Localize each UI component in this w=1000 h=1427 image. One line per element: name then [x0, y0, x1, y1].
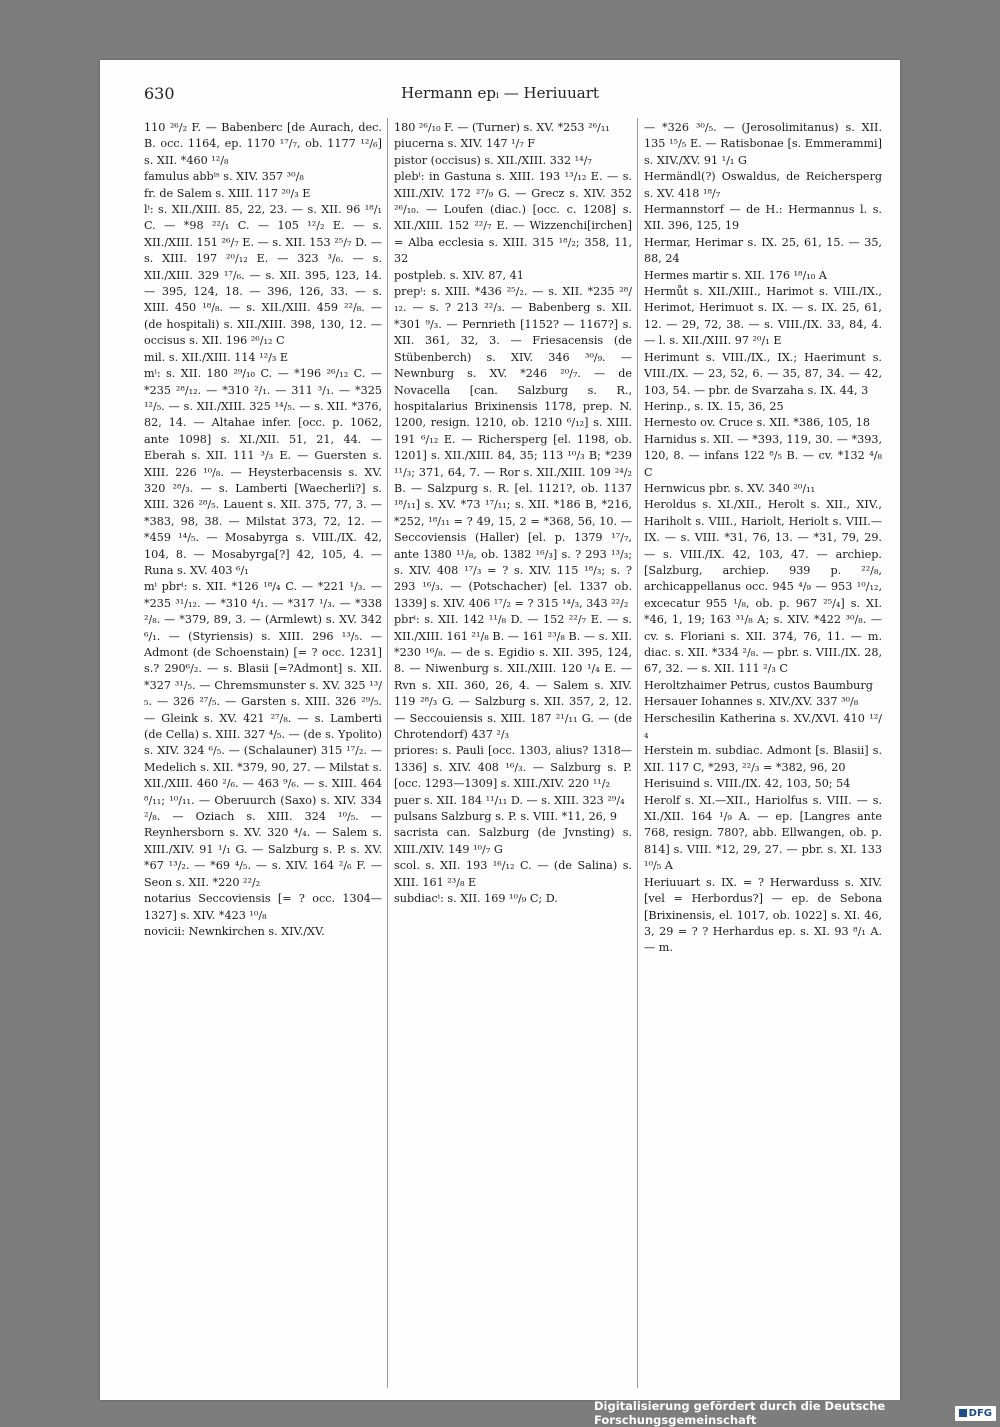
funding-note: Digitalisierung gefördert durch die Deutsche Forschungsgemeinschaft	[594, 1399, 886, 1427]
entry: Heroldus s. XI./XII., Herolt s. XII., XIV., Hariholt s. VIII., Hariolt, Heriolt s. VIII.—IX. — s. VIII. *31, 76, 13. — *31, 79, 29. — s. VIII./IX. 42, 103, 47. — archiep. [Salzburg, archiep. 939 p. ²²/₈, archicappellanus occ. 945 ⁴/₉ — 953 ¹⁰/₁₂, excecatur 955 ¹/₈, ob. p. 967 ²⁵/₄] s. XI. *46, 1, 19; 163 ³¹/₈ A; s. XIV. *422 ³⁰/₈. — cv. s. Floriani s. XII. 374, 76, 11. — m. diac. s. XII. *334 ²/₈. — pbr. s. VIII./IX. 28, 67, 32. — s. XII. 111 ²/₃ C	[644, 498, 882, 676]
entry: Hermes martir s. XII. 176 ¹⁸/₁₀ A	[644, 268, 827, 282]
document-page	[100, 60, 900, 1400]
entry: 110 ²⁶/₂ F. — Babenberc [de Aurach, dec. B. occ. 1164, ep. 1170 ¹⁷/₇, ob. 1177 ¹²/₆] s. XII. *460 ¹²/₈	[144, 121, 382, 167]
entry: Herstein m. subdiac. Admont [s. Blasii] s. XII. 117 C, *293, ²²/₃ = *382, 96, 20	[644, 744, 882, 774]
entry: Hermändl(?) Oswaldus, de Reichersperg s. XV. 418 ¹⁸/₇	[644, 170, 882, 200]
entry: priores: s. Pauli [occ. 1303, alius? 1318—1336] s. XIV. 408 ¹⁶/₃. — Salzburg s. P. [occ. 1293—1309] s. XIII./XIV. 220 ¹¹/₂	[394, 744, 632, 791]
entry: lⁱ: s. XII./XIII. 85, 22, 23. — s. XII. 96 ¹⁸/₁ C. — *98 ²²/₁ C. — 105 ¹²/₂ E. — s. XII./XIII. 151 ²⁶/₇ E. — s. XII. 153 ²⁵/₇ D. — s. XIII. 197 ²⁰/₁₂ E. — 323 ³/₆. — s. XII./XIII. 329 ¹⁷/₆. — s. XII. 395, 123, 14. — 395, 124, 18. — 396, 126, 33. — s. XIII. 450 ¹⁸/₈. — s. XII./XIII. 459 ²²/₈. — (de hospitali) s. XII./XIII. 398, 130, 12. — occisus s. XII. 196 ²⁶/₁₂ C	[144, 203, 382, 348]
entry: Heriuuart s. IX. = ? Herwarduss s. XIV. [vel = Herbordus?] — ep. de Sebona [Brixinensis, el. 1017, ob. 1022] s. XI. 46, 3, 29 = ? ? Herhardus ep. s. XI. 93 ⁸/₁ A. — m.	[644, 875, 882, 955]
entry: sacrista can. Salzburg (de Jvnsting) s. XIII./XIV. 149 ¹⁰/₇ G	[394, 826, 632, 856]
entry: Heroltzhaimer Petrus, custos Baumburg	[644, 678, 873, 692]
text-column-2	[394, 120, 632, 908]
entry: subdiacⁱ: s. XII. 169 ¹⁰/₉ C; D.	[394, 892, 558, 906]
entry: plebⁱ: in Gastuna s. XIII. 193 ¹³/₁₂ E. — s. XIII./XIV. 172 ²⁷/₉ G. — Grecz s. XIV. 352 ²⁶/₁₀. — Loufen (diac.) [occ. c. 1208] s. XII./XIII. 152 ²²/₇ E. — Wizzenchi[irchen] = Alba ecclesia s. XIII. 315 ¹⁸/₂; 358, 11, 32	[394, 170, 632, 266]
entry: Hernwicus pbr. s. XV. 340 ²⁰/₁₁	[644, 481, 816, 495]
entry: pbrⁱ: s. XII. 142 ¹¹/₈ D. — 152 ²²/₇ E. — s. XII./XIII. 161 ²¹/₈ B. — 161 ²³/₈ B. — s. XII. *230 ¹⁶/₈. — de s. Egidio s. XII. 395, 124, 8. — Niwenburg s. XII./XIII. 120 ¹/₄ E. — Rvn s. XII. 360, 26, 4. — Salem s. XIV. 119 ²⁸/₃ G. — Salzburg s. XII. 357, 2, 12. — Seccouiensis s. XIII. 187 ²¹/₁₁ G. — (de Chrotendorf) 437 ²/₃	[394, 613, 632, 742]
entry: Herisuind s. VIII./IX. 42, 103, 50; 54	[644, 777, 851, 791]
entry: novicii: Newnkirchen s. XIV./XV.	[144, 924, 325, 938]
entry: 180 ²⁶/₁₀ F. — (Turner) s. XV. *253 ²⁶/₁₁	[394, 121, 610, 134]
entry: Hermůt s. XII./XIII., Harimot s. VIII./IX., Herimot, Herimuot s. IX. — s. IX. 25, 61, 12. — 29, 72, 38. — s. VIII./IX. 33, 84, 4. — l. s. XII./XIII. 97 ²⁰/₁ E	[644, 285, 882, 348]
page-header	[144, 84, 856, 108]
column-divider	[637, 118, 638, 1388]
text-column-1	[144, 120, 382, 940]
entry: Herolf s. XI.—XII., Hariolfus s. VIII. — s. XI./XII. 164 ¹/₉ A. — ep. [Langres ante 768, resign. 780?, abb. Ellwangen, ob. p. 814] s. VIII. *12, 29, 27. — pbr. s. XI. 133 ¹⁰/₅ A	[644, 793, 882, 873]
column-divider	[387, 118, 388, 1388]
entry: notarius Seccoviensis [= ? occ. 1304—1327] s. XIV. *423 ¹⁰/₈	[144, 892, 382, 922]
entry: puer s. XII. 184 ¹¹/₁₁ D. — s. XIII. 323 ²⁹/₄	[394, 793, 625, 807]
entry: mⁱ: s. XII. 180 ²⁹/₁₀ C. — *196 ²⁶/₁₂ C. — *235 ²⁸/₁₂. — *310 ²/₁. — 311 ³/₁. — *325 ¹²/₅. — s. XII./XIII. 325 ¹⁴/₅. — s. XII. *376, 82, 14. — Altahae infer. [occ. p. 1062, ante 1098] s. XI./XII. 51, 21, 44. — Eberah s. XII. 111 ³/₃ E. — Guersten s. XIII. 226 ¹⁰/₈. — Heysterbacensis s. XV. 320 ²⁸/₃. — s. Lamberti [Waecherli?] s. XIII. 326 ²⁸/₅. Lauent s. XII. 375, 77, 3. — *383, 98, 38. — Milstat 373, 72, 12. — *459 ¹⁴/₅. — Mosabyrga s. VIII./IX. 42, 104, 8. — Mosabyrga[?] 42, 105, 4. — Runa s. XV. 403 ⁶/₁	[144, 367, 382, 577]
entry: famulus abbⁱˢ s. XIV. 357 ³⁰/₈	[144, 170, 304, 184]
entry: pulsans Salzburg s. P. s. VIII. *11, 26, 9	[394, 810, 618, 824]
dfg-logo-label: DFG	[968, 1407, 992, 1419]
entry: Herschesilin Katherina s. XV./XVI. 410 ¹²/₄	[644, 711, 882, 742]
entry: Hernesto ov. Cruce s. XII. *386, 105, 18	[644, 416, 871, 430]
entry: — *326 ³⁰/₅. — (Jerosolimitanus) s. XII. 135 ¹⁵/₅ E. — Ratisbonae [s. Emmerammi] s. XIV./XV. 91 ¹/₁ G	[644, 121, 882, 167]
footer-bar	[594, 1400, 1000, 1426]
entry: piucerna s. XIV. 147 ¹/₇ F	[394, 137, 536, 151]
entry: pistor (occisus) s. XII./XIII. 332 ¹⁴/₇	[394, 153, 592, 167]
entry: mil. s. XII./XIII. 114 ¹²/₃ E	[144, 350, 289, 364]
text-column-3	[644, 120, 882, 957]
entry: Hermannstorf — de H.: Hermannus l. s. XII. 396, 125, 19	[644, 203, 882, 233]
entry: fr. de Salem s. XIII. 117 ²⁰/₃ E	[144, 186, 311, 200]
entry: Herinp., s. IX. 15, 36, 25	[644, 399, 784, 413]
page-number: 630	[144, 84, 175, 103]
entry: prepⁱ: s. XIII. *436 ²⁵/₂. — s. XII. *235 ²⁸/₁₂. — s. ? 213 ²²/₃. — Babenberg s. XII. *301 ⁹/₃. — Pernrieth [1152? — 1167?] s. XII. 361, 32, 3. — Friesacensis (de Stübenberch) s. XIV. 346 ³⁰/₉. — Newnburg s. XV. *246 ²⁰/₇. — de Novacella [can. Salzburg s. R., hospitalarius Brixinensis 1178, prep. N. 1200, resign. 1210, ob. 1210 ⁶/₁₂] s. XIII. 191 ⁶/₁₂ E. — Richersperg [el. 1198, ob. 1201] s. XII./XIII. 84, 35; 113 ¹⁰/₃ B; *239 ¹¹/₃; 371, 64, 7. — Ror s. XII./XIII. 109 ²⁴/₂ B. — Salzpurg s. R. [el. 1121?, ob. 1137 ¹⁸/₁₁] s. XV. *73 ¹⁷/₁₁; s. XII. *186 B, *216, *252, ¹⁸/₁₁ = ? 49, 15, 2 = *368, 56, 10. — Seccoviensis (Haller) [el. p. 1379 ¹⁷/₇, ante 1380 ¹¹/₈, ob. 1382 ¹⁶/₃] s. ? 293 ¹³/₃; s. XIV. 408 ¹⁷/₃ = ? s. XIV. 115 ¹⁸/₃; s. ? 293 ¹⁶/₃. — (Potschacher) [el. 1337 ob. 1339] s. XIV. 406 ¹⁷/₂ = ? 315 ¹⁴/₃, 343 ²²/₂	[394, 285, 632, 610]
entry: Hersauer Iohannes s. XIV./XV. 337 ³⁰/₈	[644, 695, 859, 709]
entry: Hermar, Herimar s. IX. 25, 61, 15. — 35, 88, 24	[644, 235, 882, 266]
running-head: Hermann epᵢ — Heriuuart	[401, 84, 599, 102]
dfg-logo-icon	[959, 1409, 967, 1417]
entry: Harnidus s. XII. — *393, 119, 30. — *393, 120, 8. — infans 122 ⁸/₅ B. — cv. *132 ⁴/₈ C	[644, 432, 882, 479]
dfg-logo[interactable]	[955, 1406, 996, 1421]
entry: Herimunt s. VIII./IX., IX.; Haerimunt s. VIII./IX. — 23, 52, 6. — 35, 87, 34. — 42, 103, 54. — pbr. de Svarzaha s. IX. 44, 3	[644, 350, 882, 397]
entry: mⁱ pbrⁱ: s. XII. *126 ¹⁸/₄ C. — *221 ¹/₃. — *235 ³¹/₁₂. — *310 ⁴/₁. — *317 ¹/₃. — *338 ²/₈. — *379, 89, 3. — (Armlewt) s. XV. 342 ⁶/₁. — (Styriensis) s. XIII. 296 ¹³/₅. — Admont (de Schoenstain) [= ? occ. 1231] s.? 290⁶/₂. — s. Blasii [=?Admont] s. XII. *327 ³¹/₅. — Chremsmunster s. XV. 325 ¹³/₅. — 326 ²⁷/₅. — Garsten s. XIII. 326 ²⁹/₅. — Gleink s. XV. 421 ²⁷/₈. — s. Lamberti (de Cella) s. XIII. 327 ⁴/₅. — (de s. Ypolito) s. XIV. 324 ⁶/₅. — (Schalauner) 315 ¹⁷/₂. — Medelich s. XII. *379, 90, 27. — Milstat s. XII./XIII. 460 ²/₆. — 463 ⁹/₆. — s. XIII. 464 ⁸/₁₁; ¹⁰/₁₁. — Oberuurch (Saxo) s. XIV. 334 ²/₈. — Oziach s. XIII. 324 ¹⁰/₅. — Reynhersborn s. XV. 320 ⁴/₄. — Salem s. XIII./XIV. 91 ¹/₁ G. — Salzburg s. P. s. XV. *67 ¹³/₂. — *69 ⁴/₅. — s. XIV. 164 ²/₆ F. — Seon s. XII. *220 ²²/₂	[144, 580, 382, 889]
entry: scol. s. XII. 193 ¹⁶/₁₂ C. — (de Salina) s. XIII. 161 ²³/₈ E	[394, 859, 632, 889]
entry: postpleb. s. XIV. 87, 41	[394, 268, 524, 282]
